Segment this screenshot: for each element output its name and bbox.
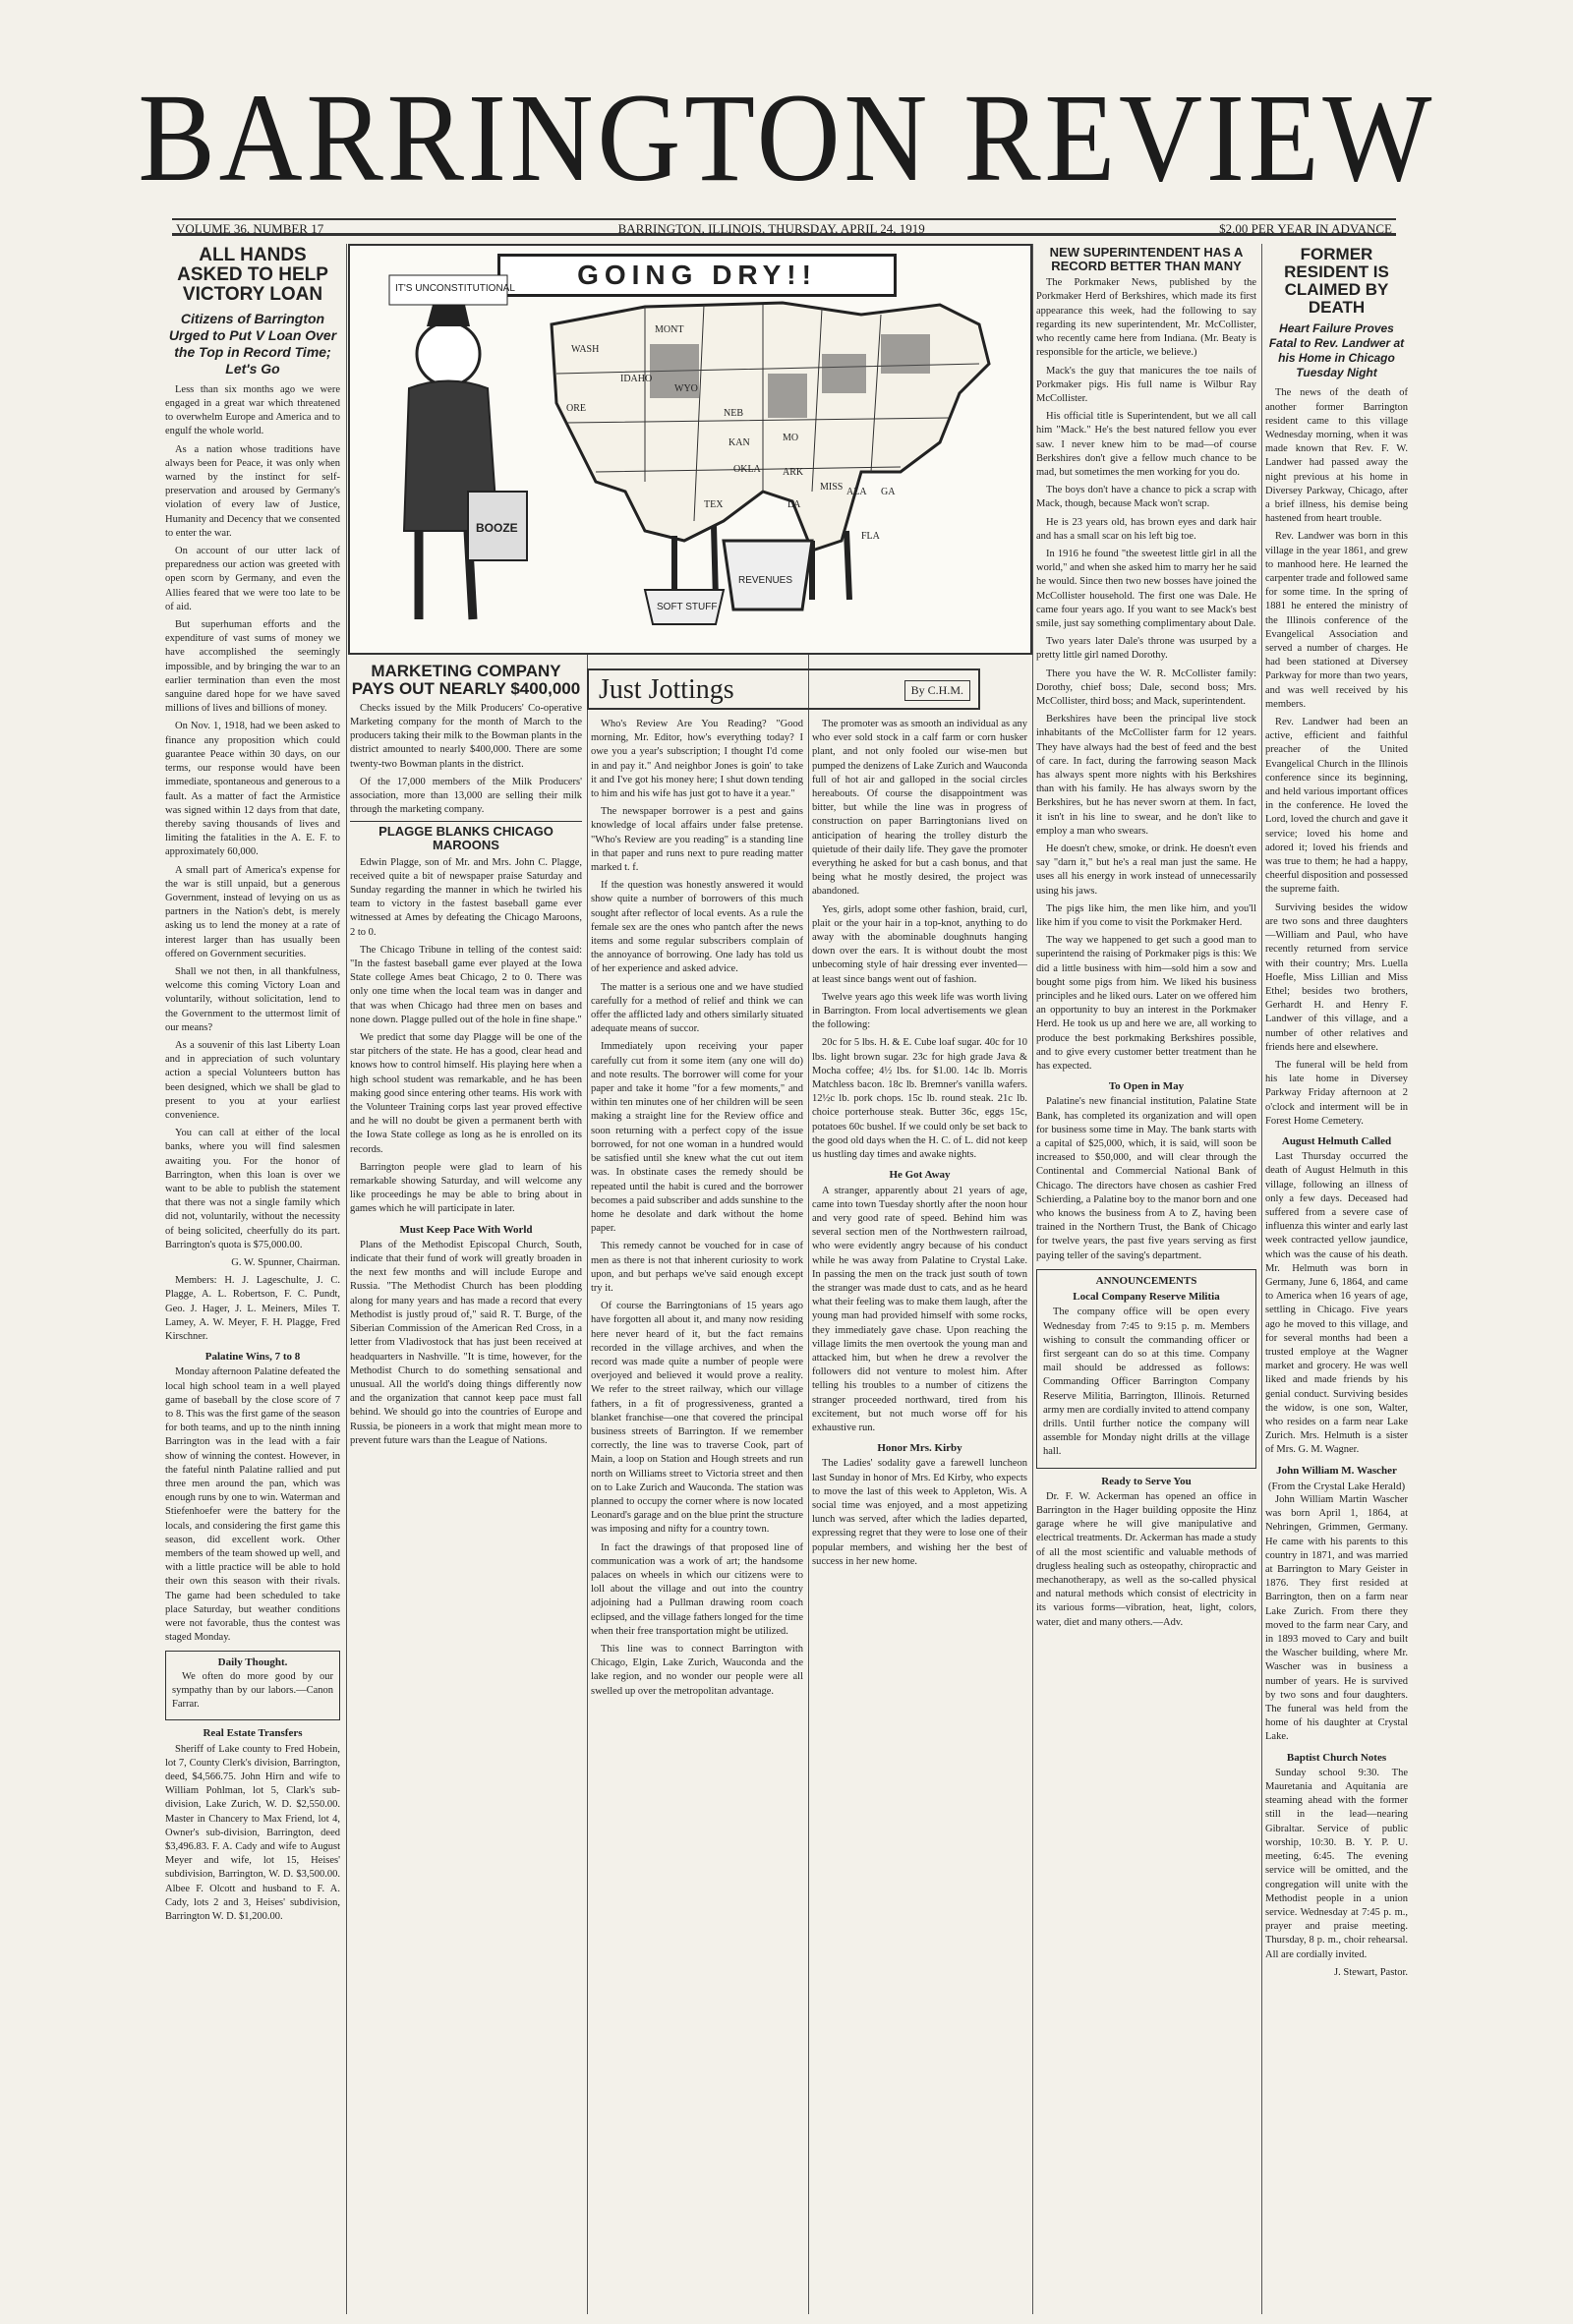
subhead-to-open-may: To Open in May [1108,1080,1185,1093]
publication-place-date: BARRINGTON, ILLINOIS, THURSDAY, APRIL 24, 1919 [617,221,925,236]
cartoon-label: WASH [571,344,600,355]
article-paragraph: The pigs like him, the men like him, and you'll like him if you come to visit the Porkmaker Herd. [1036,902,1256,929]
cartoon-label: FLA [861,531,880,542]
hatched-state [822,354,866,393]
article-paragraph: If the question was honestly answered it would show quite a number of borrowers of this much sought after reflector of local events. As a rule the female sex are the ones who pantch after the news items and some regular subscribers complain of the annoyance of borrowing. One lady has told us of her experience and asked advice. [591,880,803,975]
deck-former-resident: Heart Failure Proves Fatal to Rev. Landwer at his Home in Chicago Tuesday Night [1268,321,1405,380]
cartoon-label: NEB [724,408,743,419]
daily-thought-text: We often do more good by our sympathy than by our labors.—Canon Farrar. [172,1670,333,1711]
just-jottings-banner [587,668,980,710]
dateline-bar [172,218,1396,236]
article-paragraph: As a souvenir of this last Liberty Loan and in appreciation of such voluntary action a special Volunteers button has been designed, which we shall be glad to present to you at your earliest convenience. [165,1039,340,1121]
article-paragraph: Monday afternoon Palatine defeated the local high school team in a well played game of baseball by the close score of 7 to 8. This was the first game of the season for both teams, and up to the ninth inning Barrington was in the lead with a fair show of winning the contest. However, in the fateful ninth Palatine rallied and put three men around the pan, which was enough runs by one to win. Waterman and Stiefenhoefer were the battery for the locals, and considering the first game this season, did excellent work. Other members of the team showed up well, and with a little practice will be able to hold their own this season with their rivals. The game had been scheduled to take place Saturday, but weather conditions were not favorable, thus the contest was staged Monday. [165,1366,340,1644]
article-paragraph: We predict that some day Plagge will be one of the star pitchers of the state. He has a good, clear head and knows how to control himself. His playing here when a high school student was remarkable, and he has been making good since entering other teams. His work with the Volunteer Training corps last year proved effective and he will no doubt be given a permanent berth with the Iowa State college as long as he is enrolled on its records. [350,1032,582,1155]
cartoon-label: MO [783,433,799,443]
article-paragraph: Immediately upon receiving your paper carefully cut from it some item (any one will do) and note results. The borrower will come for your paper and take it home "for a few moments," and within ten minutes one of her children will be seen making a straight line for the Review office and soon returning with a perfect copy of the issue borrowed, for not one woman in a hundred would be satisfied until she knew what the cut out item was. In obstinate cases the remedy should be repeated until the habit is cured and the borrower becomes a paid subscriber and adds sunshine to the home he desolate and dark without the home paper. [591,1041,803,1235]
deck-victory-loan: Citizens of Barrington Urged to Put V Loan Over the Top in Record Time; Let's Go [168,310,337,377]
article-paragraph: Last Thursday occurred the death of August Helmuth in this village, following an illness of only a few days. Deceased had suffered from a severe case of influenza this winter and early last week contracted yellow jaundice, which was the cause of his death. Mr. Helmuth was born in Germany, June 6, 1864, and came to America when 16 years of age, settling in Chicago. Five years ago he moved to this village, and for several months had been a trusted employe at the Wagner market and grocery. He was well liked and made friends by his genial conduct. Surviving besides the widow, is one son, Walter, who resides on a farm near Lake Zurich. Mrs. Helmuth is a sister of Mrs. G. M. Wagner. [1265,1151,1408,1456]
price-list: 20c for 5 lbs. H. & E. Cube loaf sugar. 40c for 10 lbs. light brown sugar. 23c for high grade Java & Mocha coffee; 4½ lbs. for $1.00. 14c lb. Morris Matchless bacon. 18c lb. Bremner's vanilla wafers. 12½c lb. pork chops. 15c lb. round steak. 21c lb. choice porterhouse steak. Butter 36c, eggs 15c, potatoes 60c bushel. If we could only be set back to the good old days when the H. C. of L. did not keep us hustling day times and awake nights. [812,1037,1027,1161]
figure-head [417,322,480,385]
article-paragraph: He doesn't chew, smoke, or drink. He doesn't even say "darn it," but he's a real man just the same. He uses all his energy in work instead of unnecessarily using his jaws. [1036,843,1256,897]
article-paragraph: Palatine's new financial institution, Palatine State Bank, has completed its organization and will open for business some time in May. The bank starts with a capital of $25,000, which, it is said, will soon be increased to $50,000, and will clear through the Continental and Commercial National Bank of Chicago. The directors have chosen as cashier Fred Schierding, a Palatine boy to the manor born and one who knows the business from A to Z, having been trained in the Northern Trust, the Bank of Chicago for twelve years, the past five years serving as first paying teller of the saving's department. [1036,1096,1256,1261]
headline-plagge: PLAGGE BLANKS CHICAGO MAROONS [350,821,582,851]
column-marketing [350,661,582,2314]
article-paragraph: A small part of America's expense for the war is still unpaid, but a generous Government, instead of levying on us as partners in the Nation's debt, is merely asking us to lend the money at a rate of interest larger than has usually been offered on Government securities. [165,864,340,959]
article-paragraph: Berkshires have been the principal live stock inhabitants of the McCollister farm for 12 years. They have always had the best of feed and the best of care. In fact, during the farrowing season Mack has always spent more nights with his Berkshires than with his family. He has always sworn by the Berkshires, but he has never sworn at them. In fact, it isn't in his line to swear, and he don't like to employ a man who swears. [1036,714,1256,837]
subscription-price: $2.00 PER YEAR IN ADVANCE [1219,221,1392,236]
subhead-wascher: John William M. Wascher [1276,1464,1397,1477]
cartoon-label: REVENUES [738,575,793,586]
article-paragraph: Plans of the Methodist Episcopal Church, South, indicate that their fund of work will greatly broaden in the next few months and will include Europe and Russia. "The Methodist Church has been plodding along for many years and has made a record that every Methodist is justly proud of," said R. T. Burge, of the Siberian Commission of the American Red Cross, in a letter from Vladivostock that has just been received at headquarters in Nashville. "It is time, however, for the Methodist Church to do something sensational and unusual. All the world's doing things differently now and the organization that cannot keep pace must fall behind. We should go into the countries of Europe and Russia, be pioneers in a work that might mean more to prevent future wars than the League of Nations. [350,1239,582,1446]
announcements-box [1036,1269,1256,1469]
article-paragraph: Of course the Barringtonians of 15 years ago have forgotten all about it, and many now residing here never heard of it, but the fact remains recorded in the village archives, and when the record was made quite a number of people were overjoyed and believed it would prove a reality. We refer to the street railway, which our village fathers, in a fit of progressiveness, granted a blanket franchise—one that covered the principal business streets of Barrington. If we remember correctly, the line was to traverse Cook, part of Main, a loop on Station and Hough streets and run north on Williams street to Victoria street and then on to Lake Zurich and Wauconda. The station was planned to occupy the corner where is now located Leonard's garage and on the blue print the structure was imposing and nifty for a country town. [591,1301,803,1536]
article-paragraph: The Chicago Tribune in telling of the contest said: "In the fastest baseball game ever played at the Iowa State college Ames beat Chicago, 2 to 0. There was only one time when the local team was in danger and that was when Chicago had three men on bases and none down. Plagge pulled out of the hole in fine shape." [350,944,582,1025]
article-paragraph: The Ladies' sodality gave a farewell luncheon last Sunday in honor of Mrs. Ed Kirby, who expects to move the last of this week to Appleton, Wis. A social time was enjoyed, and a most appetizing lunch was served, after which the ladies departed, expressing regret that they were to lose one of their popular members, and wishing her the best of success in her new home. [812,1458,1027,1567]
article-paragraph: In 1916 he found "the sweetest little girl in all the world," and when she asked him to marry her he said he would. Since then two new bosses have joined the McCollister household. The first one was Dale. He came four years ago. If you want to see Mack's best smile, just say something complimentary about Dale. [1036,548,1256,629]
cartoon-label: ALA [846,487,867,497]
masthead [0,69,1573,206]
article-paragraph: The funeral will be held from his late home in Diversey Parkway Friday afternoon at 2 o'clock and interment will be in Forest Home Cemetery. [1265,1059,1408,1127]
article-paragraph: The promoter was as smooth an individual as any who ever sold stock in a calf farm or corn husker plant, and not only fooled our wise-men but pumped the denizens of Lake Zurich and Wauconda full of hot air and galloped in the social circles hereabouts. Of course the disappointment was bitter, but while the line was in progress of construction on paper Barringtonians lived on anticipation of hearing the trolley disturb the quietude of their daily life. They gave the promoter everything he asked for but a cash bonus, and that being what he mostly desired, the project was abandoned. [812,719,1027,898]
subhead-baptist-notes: Baptist Church Notes [1286,1751,1387,1764]
article-paragraph: Dr. F. W. Ackerman has opened an office in Barrington in the Hager building opposite the Hinz garage where he will give manipulative and electrical treatments. Dr. Ackerman has made a study of all the most scientific and valuable methods of drugless healing such as osteopathy, chiropractic and mechanotherapy, as well as the so-called physical and natural methods which consist of electricity in its various forms—vibration, heat, light, colors, water, diet and many others.—Adv. [1036,1490,1256,1628]
jottings-title: Just Jottings [599,674,734,705]
announcements-subtitle: Local Company Reserve Militia [1073,1291,1220,1304]
cartoon-label: MONT [655,324,684,335]
article-paragraph: On Nov. 1, 1918, had we been asked to finance any proposition which could guarantee Peace within 30 days, on our terms, our response would have been immediate, spontaneous and generous to a fault. As a matter of fact the Armistice was signed within 12 days from that date, thereby saving thousands of lives and limiting the fatalities in the A. E. F. to approximately 60,000. [165,721,340,858]
chairman-signature: G. W. Spunner, Chairman. [231,1257,340,1268]
article-paragraph: The news of the death of another former Barrington resident came to this village Wednesday morning, when it was made known that Rev. F. W. Landwer had passed away the night previous at his home in Diversey Parkway, Chicago, after a brief illness, his demise being hastened from heart trouble. [1265,387,1408,525]
jottings-byline: By C.H.M. [904,680,970,701]
column-rule [346,244,347,2314]
article-paragraph: Who's Review Are You Reading? "Good morning, Mr. Editor, how's everything today? I owe you a year's subscription; I thought I'd come in and pay it." And neighbor Jones is goin' to take it and I've got his money here; I shut down tending to him and his wife has just got to have it a year." [591,719,803,800]
column-rule [1032,244,1033,2314]
column-superintendent [1036,244,1256,2314]
article-paragraph: Mack's the guy that manicures the toe nails of Porkmaker pigs. His full name is Wilbur Ray McCollister. [1036,365,1256,404]
cartoon-label: MISS [820,482,844,493]
article-paragraph: The newspaper borrower is a pest and gains knowledge of local affairs under false pretense. "Who's Review are you reading" is a standing line in that paper and runs next to pure reading matter marked t. f. [591,806,803,874]
cartoon-title: GOING DRY!! [497,254,897,297]
article-paragraph: The Porkmaker News, published by the Porkmaker Herd of Berkshires, which made its first appearance this week, had the following to say regarding its new superintendent, Mr. McCollister, who recently came here from Indiana. (Mr. Beaty is responsible for the article, we believe.) [1036,277,1256,359]
article-paragraph: Surviving besides the widow are two sons and three daughters—William and Paul, who have recently returned from service with their country; Mrs. Luella Hoefle, Miss Lillian and Miss Ethel; besides two brothers, Gerhardt H. and Henry F. Landwer of this village, and a number of other relatives and friends here and elsewhere. [1265,901,1408,1053]
headline-former-resident: FORMER RESIDENT IS CLAIMED BY DEATH [1284,245,1389,317]
cartoon-label: GA [881,487,896,497]
article-paragraph: The matter is a serious one and we have studied carefully for a method of relief and think we can offer the afflicted lady and others similarly situated adequate means of succor. [591,981,803,1035]
article-paragraph: He is 23 years old, has brown eyes and dark hair and has a small scar on his left big toe. [1036,516,1256,542]
subhead-helmuth: August Helmuth Called [1281,1134,1392,1147]
article-paragraph: A stranger, apparently about 21 years of age, came into town Tuesday shortly after the noon hour and very good rate of speed. Behind him was several section men of the Northwestern railroad, who were evidently angry because of his conduct while he was away from Palatine to Crystal Lake. In passing the men on the track just south of town the stranger was made dust to cats, and as he heard what their feeling was to make them laugh, after the young man had provided himself with some rocks, they immediately gave chase. Upon reaching the village limits the men overtook the young man and attacked him, but when he drew a revolver the followers did not venture to molest him. After telling his troubles to a number of citizens the stranger proceeded northward, tired from his excitement, but not much worse off for his exhaustive run. [812,1185,1027,1433]
column-jottings-1 [591,718,803,2314]
article-paragraph: In fact the drawings of that proposed line of communication was a work of art; the handsome palaces on wheels in which our citizens were to loll about the village and out into the country adjoining had a Pullman drawing room coach eclipsed, and the village fathers longed for the time when their free transportation might be utilized. [591,1541,803,1637]
cartoon-label: SOFT STUFF [657,602,718,612]
subhead-palatine-wins: Palatine Wins, 7 to 8 [204,1351,301,1364]
article-paragraph: As a nation whose traditions have always been for Peace, it was only when warned by the instinct for self-preservation and aroused by Germany's violation of every law of Justice, Humanity and Decency that we consented to enter the war. [165,443,340,539]
cartoon-label: OKLA [733,464,761,475]
article-paragraph: Shall we not then, in all thankfulness, welcome this coming Victory Loan and voluntarily, without solicitation, lend to the Government to the uttermost limit of our means? [165,965,340,1033]
column-victory-loan [165,244,340,2314]
article-paragraph: The boys don't have a chance to pick a scrap with Mack, though, because Mack won't scrap. [1036,485,1256,510]
editorial-cartoon [348,244,1032,655]
announcements-text: The company office will be open every Wednesday from 7:45 to 9:15 p. m. Members wishing to consult the commanding officer or first sergeant can do so at this time. Company mail should be addressed as follows: Commanding Officer Barrington Company Reserve Militia, Barrington, Illinois. Returned army men are cordially invited to attend company drills. Until further notice the company will assemble for Monday night drills at the village hall. [1043,1307,1250,1458]
article-paragraph: Rev. Landwer had been an active, efficient and faithful preacher of the United Evangelical Church in the Illinois conference since its beginning, and held various important offices in the conference. He loved the Lord, loved the church and gave it service; loved his home and adored it; loved his friends and was true to them; he had a happy, cheerful disposition and possessed the supreme faith. [1265,717,1408,896]
article-paragraph: This remedy cannot be vouched for in case of men as there is not that inherent curiosity to work upon, and but perhaps we've said enough except try it. [591,1241,803,1294]
volume-number: VOLUME 36, NUMBER 17 [176,221,324,236]
article-paragraph: Checks issued by the Milk Producers' Co-operative Marketing company for the month of March to the producers taking their milk to the Bowman plants in the district amounted to nearly $400,000. There are some twenty-two Bowman plants in the district. [350,702,582,770]
article-paragraph: Twelve years ago this week life was worth living in Barrington. From local advertisements we glean the following: [812,991,1027,1031]
column-rule [1261,244,1262,2314]
subhead-honor-kirby: Honor Mrs. Kirby [877,1442,962,1455]
headline-victory-loan: ALL HANDS ASKED TO HELP VICTORY LOAN [177,245,328,305]
article-paragraph: On account of our utter lack of preparedness our action was greeted with open scorn by Germany, and even the Allies feared that we were too late to be of aid. [165,546,340,612]
cartoon-label: IDAHO [620,374,653,384]
headline-marketing: MARKETING COMPANY PAYS OUT NEARLY $400,000 [351,662,581,698]
column-obituary [1265,244,1408,2314]
article-paragraph: Of the 17,000 members of the Milk Producers' association, more than 13,000 are selling their milk through the marketing company. [350,776,582,816]
wascher-source: (From the Crystal Lake Herald) [1267,1480,1406,1492]
article-paragraph: Two years later Dale's throne was usurped by a pretty little girl named Dorothy. [1036,636,1256,662]
cartoon-label: LA [787,499,801,510]
cartoon-label: BOOZE [476,521,518,535]
cartoon-label: IT'S UNCONSTITUTIONAL [395,283,515,294]
cartoon-drawing [350,246,1030,653]
hatched-state [881,334,930,374]
cartoon-label: KAN [728,437,750,448]
article-paragraph: John William Martin Wascher was born April 1, 1864, at Nehringen, Grimmen, Germany. He came with his parents to this country in 1871, and was married at Barrington to Mary Geister in 1876. They first resided at Barrington, then on a farm near Lake Zurich. From there they moved to the farm near Cary, and in 1893 moved to Cary and built the Wascher building, where Mr. Wascher was in business a number of years. He is survived by two sons and four daughters. The funeral was held from the home of his daughter at Crystal Lake. [1265,1494,1408,1743]
article-paragraph: Sunday school 9:30. The Mauretania and Aquitania are steaming ahead with the former still in the lead—nearing Gibraltar. Service of public worship, 10:30. B. Y. P. U. meeting, 6:45. The evening service will be omitted, and the congregation will unite with the Methodist people in a union service. Wednesday at 7:45 p. m., prayer and praise meeting. Thursday, 8 p. m., choir rehearsal. All are cordially invited. [1265,1767,1408,1960]
subhead-ready-to-serve: Ready to Serve You [1101,1475,1192,1487]
article-paragraph: His official title is Superintendent, but we all call him "Mack." He's the best natured fellow you ever saw. I never knew him to be mad—of course Berkshires don't give a fellow much chance to be mad, but sometimes the men working for you do. [1036,411,1256,478]
hatched-state [768,374,807,418]
daily-thought-title: Daily Thought. [217,1656,288,1669]
newspaper-title: BARRINGTON REVIEW [138,68,1435,207]
article-paragraph: Yes, girls, adopt some other fashion, braid, curl, plait or the your hair in a top-knot, anything to do away with the abominable doughnuts hanging down over the ears. It is without doubt the most unbecoming style of hair dressing ever invented—at least since bangs went out of fashion. [812,903,1027,985]
article-paragraph: There you have the W. R. McCollister family: Dorothy, chief boss; Dale, second boss; Mrs. McCollister, third boss; and Mack, superintendent. [1036,668,1256,707]
subhead-real-estate: Real Estate Transfers [203,1727,303,1740]
daily-thought-box [165,1651,340,1720]
cartoon-label: ARK [783,467,804,478]
column-jottings-2 [812,718,1027,2314]
cartoon-label: ORE [566,403,586,414]
article-paragraph: Less than six months ago we were engaged in a great war which threatened to overwhelm Europe and America and to engulf the whole world. [165,383,340,437]
article-paragraph: This line was to connect Barrington with Chicago, Elgin, Lake Zurich, Wauconda and the lake region, and no wonder our people were all swelled up over the metropolitan advantage. [591,1644,803,1697]
article-paragraph: Rev. Landwer was born in this village in the year 1861, and grew to manhood here. He learned the carpenter trade and followed same for some time. In the spring of 1881 he entered the ministry of the Illinois conference of the Evangelical Association and served a number of charges. He had been stationed at Diversey Parkway for more than two years, and was well received by his members. [1265,531,1408,710]
article-paragraph: But superhuman efforts and the expenditure of vast sums of money we have accomplished the seemingly impossible, and by bringing the war to an earlier termination than even the most sanguine dared hope for we have saved millions of lives and billions of money. [165,619,340,715]
article-paragraph: The way we happened to get such a good man to superintend the raising of Porkmaker pigs is this: We did a little business with him—sold him a sow and bought some pigs from him. We liked his business principles and he liked ours. Later on we offered him an opportunity to buy an interest in the Porkmaker Herd. He took us up and here we are, all working to produce the best porkmaking Berkshires possible, and to give every customer better treatment than he has expected. [1036,935,1256,1073]
article-paragraph: Edwin Plagge, son of Mr. and Mrs. John C. Plagge, received quite a bit of newspaper praise Saturday and Sunday regarding the manner in which he twirled his team to victory in the fastest baseball game ever witnessed at Ames by defeating the Chicago Maroons, 2 to 0. [350,856,582,938]
cartoon-label: TEX [704,499,724,510]
announcements-title: ANNOUNCEMENTS [1095,1274,1197,1287]
article-paragraph: Sheriff of Lake county to Fred Hobein, lot 7, County Clerk's division, Barrington, deed, $4,566.75. John Hirn and wife to William Pohlman, lot 5, Clark's sub-division, Lake Zurich, W. D. $2,550.00. Master in Chancery to Max Friend, lot 4, Owner's sub-division, Barrington, deed $3,496.83. F. A. Cady and wife to August Meyer and wife, lot 15, Heises' subdivision, Barrington, W. D. $3,500.00. Albee F. Olcott and husband to F. A. Cady, lots 2 and 3, Heises' subdivision, Barrington W. D. $1,200.00. [165,1743,340,1922]
cartoon-label: WYO [674,383,698,394]
subhead-keep-pace: Must Keep Pace With World [399,1223,533,1236]
subhead-he-got-away: He Got Away [889,1169,951,1182]
article-paragraph: Barrington people were glad to learn of his remarkable showing Saturday, and will welcome any like proceedings he may be able to bring about in games which he will participate in later. [350,1161,582,1215]
article-paragraph: You can call at either of the local banks, where you will find salesmen awaiting you. For the honor of Barrington, when this loan is over we want to be able to publish the statement that there was not a single family which did not, voluntarily, without the necessity of being solicited, cheerfully do its part. Barrington's quota is $75,000.00. [165,1128,340,1250]
pastor-signature: J. Stewart, Pastor. [1334,1966,1408,1978]
figure-legs [419,531,473,619]
headline-superintendent: NEW SUPERINTENDENT HAS A RECORD BETTER THAN MANY [1049,245,1244,273]
committee-members: Members: H. J. Lageschulte, J. C. Plagge, A. L. Robertson, F. C. Pundt, Geo. J. Hager, J. L. Meiners, Miles T. Lamey, A. W. Meyer, F. H. Plagge, Fred Kirschner. [165,1275,340,1343]
